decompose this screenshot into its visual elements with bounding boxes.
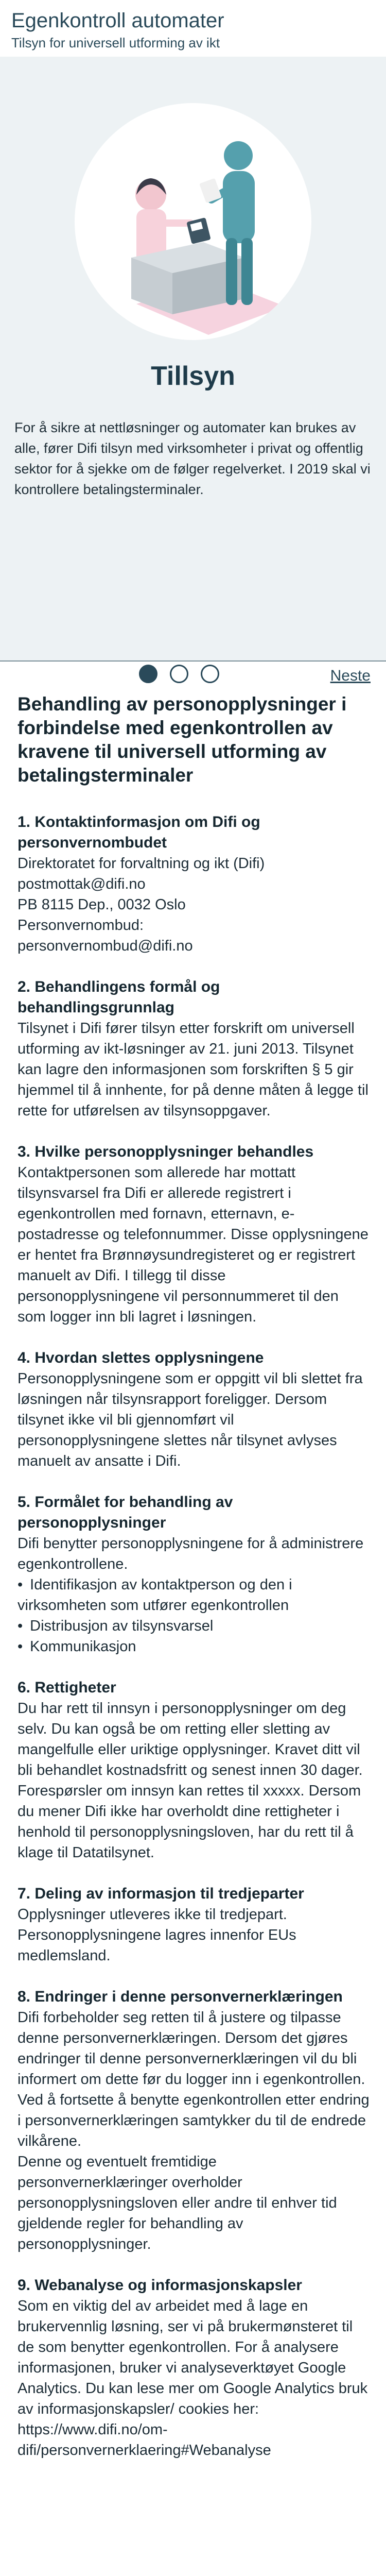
inspector-at-terminal-illustration — [75, 103, 311, 340]
pagination-dot-1[interactable] — [139, 665, 157, 683]
privacy-section — [17, 2275, 370, 2461]
section-heading: 8. Endringer i denne personvernerklæringen — [17, 1988, 343, 2005]
list-item: • Distribusjon av tilsynsvarsel — [17, 1616, 370, 1636]
privacy-section — [17, 1492, 370, 1657]
section-body: Opplysninger utleveres ikke til tredjepart. Personopplysningene lagres innenfor EUs medlemsland. — [17, 1906, 296, 1964]
pagination-dot-2[interactable] — [170, 665, 188, 683]
list-item: • Kommunikasjon — [17, 1636, 370, 1657]
section-heading: 6. Rettigheter — [17, 1679, 116, 1696]
privacy-section — [17, 1142, 370, 1327]
privacy-section — [17, 1884, 370, 1966]
privacy-section — [17, 1677, 370, 1863]
privacy-section — [17, 1987, 370, 2255]
section-heading: 4. Hvordan slettes opplysningene — [17, 1349, 264, 1366]
pagination-dot-3[interactable] — [201, 665, 219, 683]
app-title: Egenkontroll automater — [11, 9, 224, 32]
privacy-title: Behandling av personopplysninger i forbindelse med egenkontrollen av kravene til universell utforming av betalingsterminaler — [17, 693, 347, 786]
list-item: • Identifikasjon av kontaktperson og den i virksomheten som utfører egenkontrollen — [17, 1574, 370, 1616]
privacy-section — [17, 812, 370, 956]
purpose-list — [17, 1574, 370, 1657]
section-body: Som en viktig del av arbeidet med å lage en brukervennlig løsning, ser vi på brukermønsteret til de som benytter egenkontrollen. For å analysere informasjonen, bruker vi analyseverktøyet Google Analytics. Du kan lese mer om Google Analytics bruk av informasjonskapsler/ cookies her: https://www.difi.no/om-difi/personvernerklaering#Webanalyse — [17, 2298, 368, 2459]
section-heading: 2. Behandlingens formål og behandlingsgrunnlag — [17, 978, 220, 1016]
section-body: Difi benytter personopplysningene for å administrere egenkontrollene. — [17, 1535, 364, 1572]
section-body: Tilsynet i Difi fører tilsyn etter forskrift om universell utforming av ikt-løsninger av 21. juni 2013. Tilsynet kan lagre den informasjonen som forskriften § 5 gir hjemmel til å innhente, for på denne måten å legge til rette for utførelsen av tilsynsoppgaver. — [17, 1020, 369, 1119]
illustration-circle — [75, 103, 311, 340]
slide-pagination — [139, 665, 219, 683]
section-body: Du har rett til innsyn i personopplysninger om deg selv. Du kan også be om retting eller sletting av mangelfulle eller uriktige opplysninger. Kravet ditt vil bli behandlet kostnadsfritt og senest innen 30 dager. Forespørsler om innsyn kan rettes til xxxxx. Dersom du mener Difi ikke har overholdt dine rettigheter i henhold til personopplysningsloven, har du rett til å klage til Datatilsynet. — [17, 1700, 363, 1861]
privacy-section — [17, 1348, 370, 1471]
privacy-section — [17, 977, 370, 1121]
app-header — [0, 0, 386, 57]
section-body: Difi forbeholder seg retten til å justere og tilpasse denne personvernerklæringen. Dersom det gjøres endringer til denne personvernerklæringen vil du bli informert om dette før du logger inn i egenkontrollen. Ved å fortsette å benytte egenkontrollen etter endring i personvernerklæringen samtykker du til de endrede vilkårene. Denne og eventuelt fremtidige personvernerklæringer overholder personopplysningsloven eller andre til enhver tid gjeldende regler for behandling av personopplysninger. — [17, 2009, 370, 2252]
intro-slide — [0, 57, 386, 684]
section-body: Kontaktpersonen som allerede har mottatt tilsynsvarsel fra Difi er allerede registrert i egenkontrollen med fornavn, etternavn, e-postadresse og telefonnummer. Disse opplysningene er hentet fra Brønnøysundregisteret og er registrert manuelt av Difi. I tillegg til disse personopplysningene vil personnummeret til den som logger inn bli lagret i løsningen. — [17, 1164, 369, 1325]
slide-title: Tillsyn — [151, 361, 235, 391]
section-body: Personopplysningene som er oppgitt vil bli slettet fra løsningen når tilsynsrapport foreligger. Dersom tilsynet ikke vil bli gjennomført vil personopplysningene slettes når tilsynet avlyses manuelt av ansatte i Difi. — [17, 1370, 363, 1469]
section-heading: 3. Hvilke personopplysninger behandles — [17, 1143, 314, 1160]
section-body: Direktoratet for forvaltning og ikt (Difi) postmottak@difi.no PB 8115 Dep., 0032 Oslo Personvernombud: personvernombud@difi.no — [17, 855, 265, 954]
privacy-statement — [0, 662, 386, 2461]
section-heading: 5. Formålet for behandling av personopplysninger — [17, 1494, 233, 1531]
section-heading: 1. Kontaktinformasjon om Difi og personvernombudet — [17, 814, 260, 851]
slide-text: For å sikre at nettløsninger og automater kan brukes av alle, fører Difi tilsyn med virksomheter i privat og offentlig sektor for å sjekke om de følger regelverket. I 2019 skal vi kontrollere betalingsterminaler. — [14, 420, 371, 497]
next-button[interactable]: Neste — [330, 667, 371, 684]
section-heading: 9. Webanalyse og informasjonskapsler — [17, 2277, 302, 2294]
app-subtitle: Tilsyn for universell utforming av ikt — [11, 35, 220, 50]
section-heading: 7. Deling av informasjon til tredjeparter — [17, 1885, 304, 1902]
